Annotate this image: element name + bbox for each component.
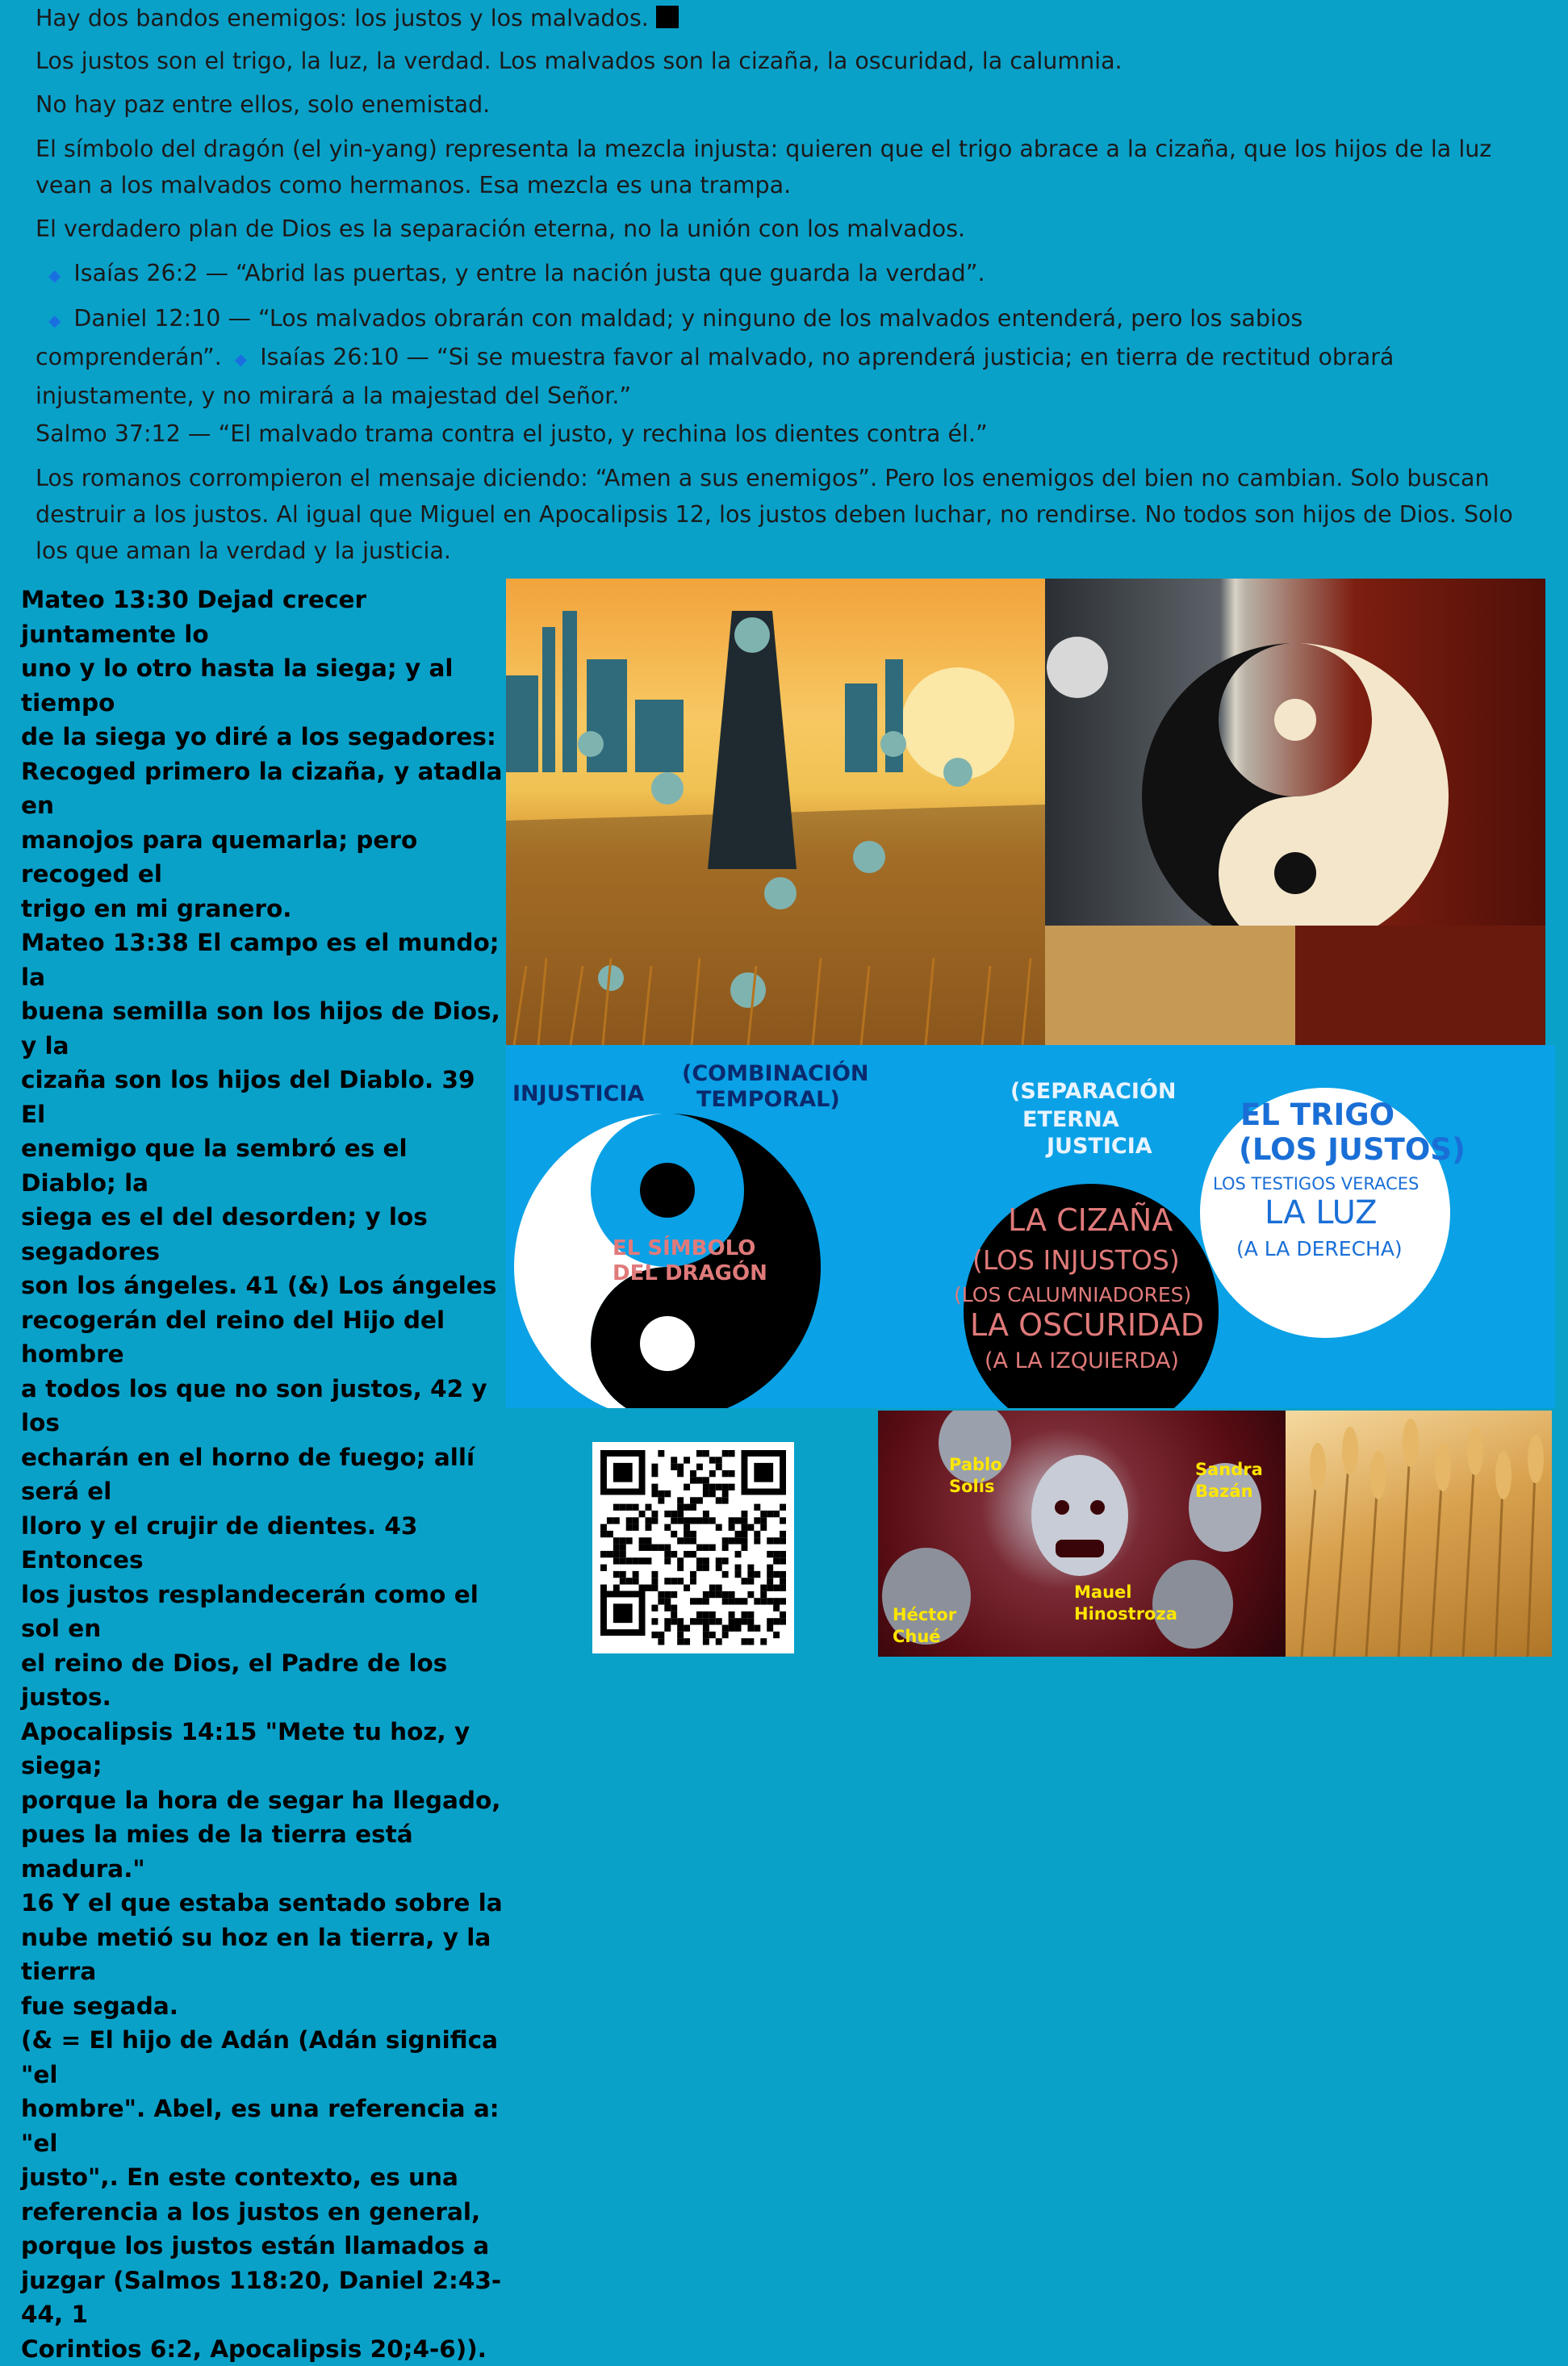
scripture-line: buena semilla son los hijos de Dios, y la <box>21 994 505 1063</box>
scripture-line: recogerán del reino del Hijo del hombre <box>21 1303 505 1372</box>
intro-paragraph-5: El verdadero plan de Dios es la separación eterna, no la unión con los malvados. <box>36 211 1520 247</box>
scripture-line: referencia a los justos en general, <box>21 2195 505 2230</box>
trigo-label-1: EL TRIGO <box>1240 1097 1394 1132</box>
name-label-pablo-1: Pablo <box>949 1454 1002 1476</box>
bullet-item-1: ◆ Isaías 26:2 — “Abrid las puertas, y entre la nación justa que guarda la verdad”. <box>36 255 1520 294</box>
separacion-label-1: (SEPARACIÓN <box>1010 1079 1177 1104</box>
scripture-line: cizaña son los hijos del Diablo. 39 El <box>21 1063 505 1131</box>
scripture-line: trigo en mi granero. <box>21 892 505 926</box>
diamond-bullet-icon: ◆ <box>48 265 61 285</box>
separacion-label-3: JUSTICIA <box>1047 1134 1152 1159</box>
trigo-label-4: LA LUZ <box>1265 1194 1378 1231</box>
name-label-mauel-2: Hinostroza <box>1074 1603 1177 1625</box>
closing-paragraph: Los romanos corrompieron el mensaje diciendo: “Amen a sus enemigos”. Pero los enemigos del bien no cambian. Solo buscan destruir a los justos. Al igual que Miguel en Apocalipsis 12, los justos deben luchar, no rendirse. No todos son hijos de Dios. Solo los que aman la verdad y la justicia. <box>36 460 1520 569</box>
demons-crowd-image <box>878 1411 1286 1657</box>
combinacion-label-1: (COMBINACIÓN <box>682 1061 869 1086</box>
scripture-line: el reino de Dios, el Padre de los justos. <box>21 1646 505 1715</box>
separation-diagram-panel <box>506 1045 1555 1408</box>
scripture-line: echarán en el horno de fuego; allí será el <box>21 1440 505 1509</box>
trigo-label-3: LOS TESTIGOS VERACES <box>1213 1174 1419 1193</box>
scripture-line: pues la mies de la tierra está madura." <box>21 1817 505 1886</box>
zombies-wheat-field-image <box>506 579 1045 1045</box>
scripture-line: Recoged primero la cizaña, y atadla en <box>21 755 505 823</box>
cizana-label-4: LA OSCURIDAD <box>970 1307 1204 1343</box>
zombies-illustration <box>506 579 1045 1045</box>
scripture-line: Mateo 13:30 Dejad crecer juntamente lo <box>21 583 505 651</box>
cizana-label-5: (A LA IZQUIERDA) <box>985 1348 1179 1373</box>
scripture-line: porque la hora de segar ha llegado, <box>21 1783 505 1818</box>
scripture-line: nube metió su hoz en la tierra, y la tierra <box>21 1921 505 1989</box>
scripture-line: justo",. En este contexto, es una <box>21 2160 505 2195</box>
separacion-label-2: ETERNA <box>1022 1107 1119 1132</box>
psalm-paragraph: Salmo 37:12 — “El malvado trama contra el justo, y rechina los dientes contra él.” <box>36 416 1520 452</box>
intro-paragraph-4: El símbolo del dragón (el yin-yang) representa la mezcla injusta: quieren que el trigo abrace a la cizaña, que los hijos de la luz vean a los malvados como hermanos. Esa mezcla es una trampa. <box>36 131 1520 203</box>
name-label-sandra-1: Sandra <box>1195 1459 1263 1481</box>
scripture-line: porque los justos están llamados a <box>21 2229 505 2264</box>
name-label-hector-2: Chué <box>893 1626 941 1648</box>
combinacion-label-2: TEMPORAL) <box>696 1087 840 1112</box>
wheat-illustration <box>1286 1411 1552 1657</box>
scripture-line: manojos para quemarla; pero recoged el <box>21 823 505 892</box>
scripture-line: lloro y el crujir de dientes. 43 Entonces <box>21 1509 505 1578</box>
diamond-bullet-icon: ◆ <box>235 349 247 369</box>
scripture-line: uno y lo otro hasta la siega; y al tiempo <box>21 651 505 720</box>
black-square-icon <box>656 6 679 28</box>
injusticia-label: INJUSTICIA <box>512 1081 644 1106</box>
qr-code[interactable] <box>592 1442 794 1653</box>
scripture-line: (& = El hijo de Adán (Adán significa "el <box>21 2023 505 2092</box>
scripture-column <box>21 583 505 2366</box>
cizana-label-2: (LOS INJUSTOS) <box>972 1244 1180 1276</box>
golden-wheat-image <box>1286 1411 1552 1657</box>
cizana-label-1: LA CIZAÑA <box>1008 1202 1173 1238</box>
bullet-item-2: ◆ Daniel 12:10 — “Los malvados obrarán con maldad; y ninguno de los malvados entenderá, pero los sabios comprenderán”. ◆ Isaías 26:10 — “Si se muestra favor al malvado, no aprenderá justicia; en tierra de rectitud obrará injustamente, y no mirará a la majestad del Señor.” <box>36 300 1520 414</box>
scripture-line: siega es el del desorden; y los segadores <box>21 1200 505 1269</box>
scripture-line: Corintios 6:2, Apocalipsis 20;4-6)). <box>21 2332 505 2366</box>
name-label-pablo-2: Solís <box>949 1476 994 1498</box>
scripture-line: a todos los que no son justos, 42 y los <box>21 1372 505 1440</box>
intro-paragraph-2: Los justos son el trigo, la luz, la verdad. Los malvados son la cizaña, la oscuridad, la calumnia. <box>36 43 1520 79</box>
scripture-line: 16 Y el que estaba sentado sobre la <box>21 1886 505 1921</box>
scripture-line: fue segada. <box>21 1989 505 2024</box>
trigo-label-5: (A LA DERECHA) <box>1236 1237 1403 1260</box>
scripture-line: hombre". Abel, es una referencia a: "el <box>21 2092 505 2160</box>
intro-paragraph-1: Hay dos bandos enemigos: los justos y los malvados. <box>36 0 1520 36</box>
scripture-line: los justos resplandecerán como el sol en <box>21 1578 505 1646</box>
cizana-label-3: (LOS CALUMNIADORES) <box>954 1283 1191 1306</box>
name-label-mauel-1: Mauel <box>1074 1582 1131 1603</box>
scripture-line: juzgar (Salmos 118:20, Daniel 2:43-44, 1 <box>21 2264 505 2332</box>
scripture-line: de la siega yo diré a los segadores: <box>21 720 505 755</box>
dragon-symbol-label-1: EL SÍMBOLO <box>613 1236 755 1260</box>
intro-paragraph-3: No hay paz entre ellos, solo enemistad. <box>36 86 1520 123</box>
name-label-hector-1: Héctor <box>893 1604 956 1626</box>
scripture-line: Mateo 13:38 El campo es el mundo; la <box>21 926 505 994</box>
diamond-bullet-icon: ◆ <box>48 311 61 330</box>
trigo-label-2: (LOS JUSTOS) <box>1239 1132 1466 1167</box>
scripture-line: enemigo que la sembró es el Diablo; la <box>21 1131 505 1200</box>
yin-yang-wheat-image <box>1045 579 1545 1045</box>
dragon-symbol-label-2: DEL DRAGÓN <box>613 1261 767 1285</box>
scripture-line: Apocalipsis 14:15 "Mete tu hoz, y siega; <box>21 1715 505 1783</box>
qr-code-icon <box>600 1450 786 1645</box>
scripture-line: son los ángeles. 41 (&) Los ángeles <box>21 1269 505 1303</box>
yin-yang-photo-illustration <box>1045 579 1545 1045</box>
name-label-sandra-2: Bazán <box>1195 1481 1253 1503</box>
